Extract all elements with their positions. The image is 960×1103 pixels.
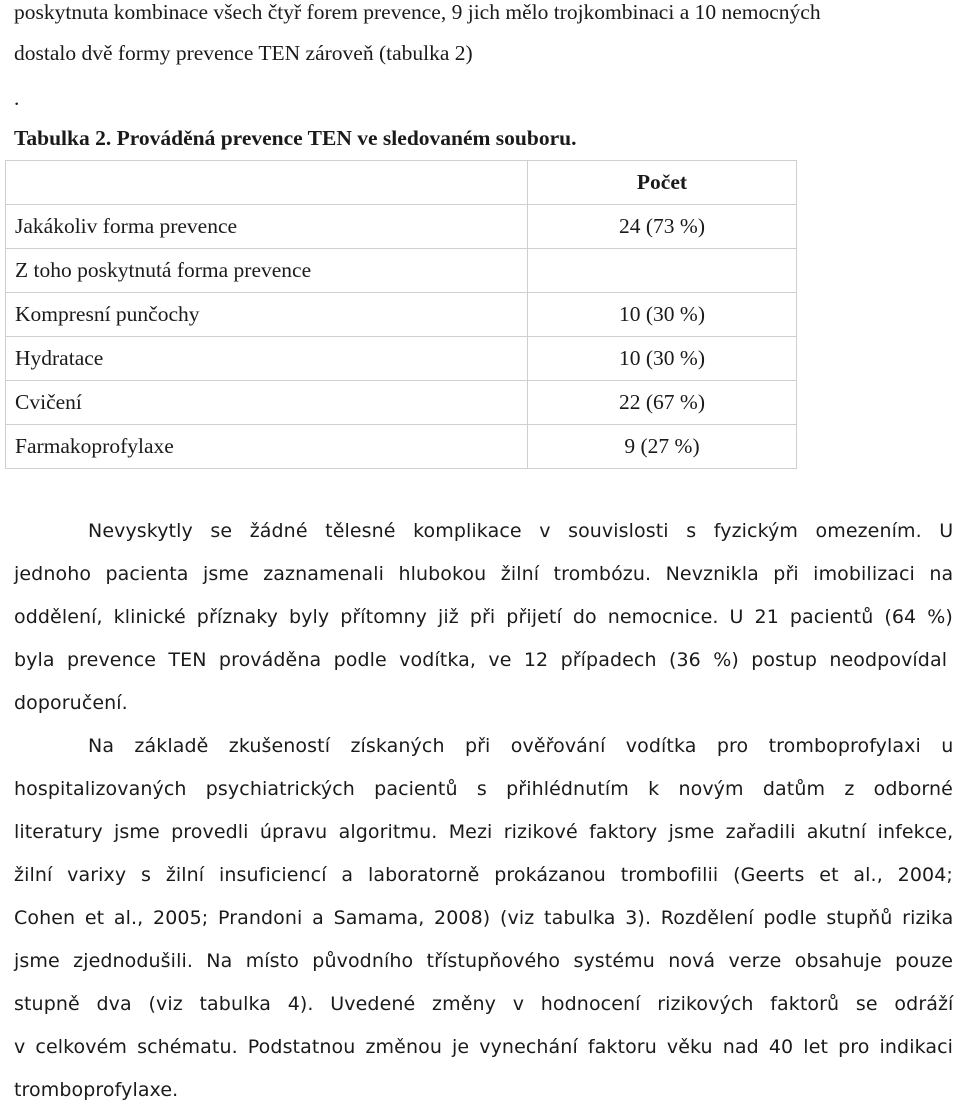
row-label: Jakákoliv forma prevence <box>6 205 528 249</box>
row-value <box>528 249 797 293</box>
row-value: 10 (30 %) <box>528 293 797 337</box>
prevention-table <box>5 160 797 469</box>
para1-line: oddělení, klinické příznaky byly přítomny již při přijetí do nemocnice. U 21 pacientů (64 %) <box>14 606 953 628</box>
table-row <box>6 337 797 381</box>
para2-line: Na základě zkušeností získaných při ověřování vodítka pro tromboprofylaxi u <box>88 735 954 757</box>
row-value: 22 (67 %) <box>528 381 797 425</box>
row-label: Hydratace <box>6 337 528 381</box>
row-label: Cvičení <box>6 381 528 425</box>
intro-line-1: poskytnuta kombinace všech čtyř forem prevence, 9 jich mělo trojkombinaci a 10 nemocných <box>14 0 821 24</box>
row-label: Farmakoprofylaxe <box>6 425 528 469</box>
para2-line: tromboprofylaxe. <box>14 1079 179 1101</box>
table-row <box>6 425 797 469</box>
header-count-cell: Počet <box>528 161 797 205</box>
para2-line: stupně dva (viz tabulka 4). Uvedené změny v hodnocení rizikových faktorů se odráží <box>14 993 954 1015</box>
table-row <box>6 205 797 249</box>
row-value: 10 (30 %) <box>528 337 797 381</box>
para2-line: literatury jsme provedli úpravu algoritmu. Mezi rizikové faktory jsme zařadili akutní infekce, <box>14 821 954 843</box>
para2-line: jsme zjednodušili. Na místo původního třístupňového systému nová verze obsahuje pouze <box>14 950 954 972</box>
intro-line-2: dostalo dvě formy prevence TEN zároveň (tabulka 2) <box>14 41 473 65</box>
row-label: Kompresní punčochy <box>6 293 528 337</box>
row-label: Z toho poskytnutá forma prevence <box>6 249 528 293</box>
para1-line: jednoho pacienta jsme zaznamenali hlubokou žilní trombózu. Nevznikla při imobilizaci na <box>14 563 954 585</box>
para1-line: Nevyskytly se žádné tělesné komplikace v souvislosti s fyzickým omezením. U <box>88 520 954 542</box>
para1-line: doporučení. <box>14 692 128 714</box>
row-value: 24 (73 %) <box>528 205 797 249</box>
table-row <box>6 381 797 425</box>
header-empty-cell <box>6 161 528 205</box>
para2-line: Cohen et al., 2005; Prandoni a Samama, 2008) (viz tabulka 3). Rozdělení podle stupňů rizika <box>14 907 954 929</box>
table-row <box>6 293 797 337</box>
para1-line: byla prevence TEN prováděna podle vodítka, ve 12 případech (36 %) postup neodpovídal <box>14 649 948 671</box>
para2-line: v celkovém schématu. Podstatnou změnou je vynechání faktoru věku nad 40 let pro indikaci <box>14 1036 954 1058</box>
para2-line: hospitalizovaných psychiatrických pacientů s přihlédnutím k novým datům z odborné <box>14 778 953 800</box>
table-caption: Tabulka 2. Prováděná prevence TEN ve sledovaném souboru. <box>14 126 577 150</box>
table-header-row <box>6 161 797 205</box>
row-value: 9 (27 %) <box>528 425 797 469</box>
table-row <box>6 249 797 293</box>
intro-dot: . <box>14 86 20 110</box>
para2-line: žilní varixy s žilní insuficiencí a laboratorně prokázanou trombofilii (Geerts et al., 2004; <box>14 864 953 886</box>
